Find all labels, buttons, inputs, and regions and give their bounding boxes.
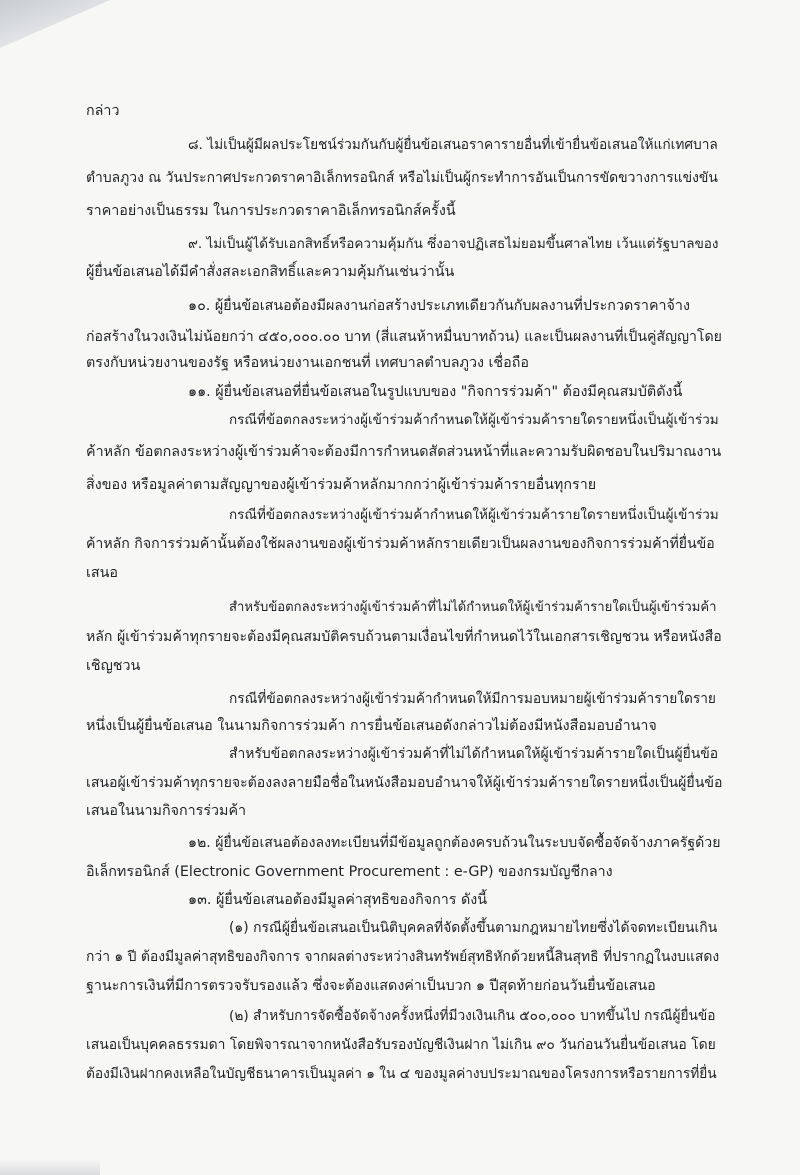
text-line: เสนอในนามกิจการร่วมค้า [86, 803, 247, 819]
text-line: กว่า ๑ ปี ต้องมีมูลค่าสุทธิของกิจการ จากผลต่างระหว่างสินทรัพย์สุทธิหักด้วยหนี้สินสุทธิ ที่ปรากฏในงบแสดง [86, 949, 720, 965]
text-line: กรณีที่ข้อตกลงระหว่างผู้เข้าร่วมค้ากำหนดให้ผู้เข้าร่วมค้ารายใดรายหนึ่งเป็นผู้เข้าร่วม [229, 507, 719, 523]
text-line: กล่าว [86, 103, 120, 119]
text-line: กรณีที่ข้อตกลงระหว่างผู้เข้าร่วมค้ากำหนดให้ผู้เข้าร่วมค้ารายใดรายหนึ่งเป็นผู้เข้าร่วม [229, 412, 719, 428]
text-line: ราคาอย่างเป็นธรรม ในการประกวดราคาอิเล็กทรอนิกส์ครั้งนี้ [86, 203, 456, 219]
text-line: สำหรับข้อตกลงระหว่างผู้เข้าร่วมค้าที่ไม่ได้กำหนดให้ผู้เข้าร่วมค้ารายใดเป็นผู้เข้าร่วมค้า [229, 600, 717, 615]
text-line: ฐานะการเงินที่มีการตรวจรับรองแล้ว ซึ่งจะต้องแสดงค่าเป็นบวก ๑ ปีสุดท้ายก่อนวันยื่นข้อเสนอ [86, 978, 656, 994]
item-11-line: ๑๑. ผู้ยื่นข้อเสนอที่ยื่นข้อเสนอในรูปแบบของ "กิจการร่วมค้า" ต้องมีคุณสมบัติดังนี้ [188, 384, 683, 400]
text-line: กรณีที่ข้อตกลงระหว่างผู้เข้าร่วมค้ากำหนดให้มีการมอบหมายผู้เข้าร่วมค้ารายใดราย [229, 691, 716, 707]
text-line: หนึ่งเป็นผู้ยื่นข้อเสนอ ในนามกิจการร่วมค้า การยื่นข้อเสนอดังกล่าวไม่ต้องมีหนังสือมอบอำนาจ [86, 718, 657, 734]
item-10-line: ๑๐. ผู้ยื่นข้อเสนอต้องมีผลงานก่อสร้างประเภทเดียวกันกับผลงานที่ประกวดราคาจ้าง [188, 298, 690, 314]
item-8-line: ๘. ไม่เป็นผู้มีผลประโยชน์ร่วมกันกับผู้ยื่นข้อเสนอราคารายอื่นที่เข้ายื่นข้อเสนอให้แก่เทศบาล [188, 137, 718, 153]
text-line: อิเล็กทรอนิกส์ (Electronic Government Procurement : e-GP) ของกรมบัญชีกลาง [86, 864, 613, 880]
text-line: ตรงกับหน่วยงานของรัฐ หรือหน่วยงานเอกชนที่ เทศบาลตำบลภูวง เชื่อถือ [86, 355, 529, 371]
text-line: ค้าหลัก ข้อตกลงระหว่างผู้เข้าร่วมค้าจะต้องมีการกำหนดสัดส่วนหน้าที่และความรับผิดชอบในปริมาณงาน [86, 444, 722, 460]
text-line: ต้องมีเงินฝากคงเหลือในบัญชีธนาคารเป็นมูลค่า ๑ ใน ๔ ของมูลค่างบประมาณของโครงการหรือรายการที่ยื่น [86, 1066, 717, 1082]
text-line: สิ่งของ หรือมูลค่าตามสัญญาของผู้เข้าร่วมค้าหลักมากกว่าผู้เข้าร่วมค้ารายอื่นทุกราย [86, 477, 597, 493]
item-13-line: ๑๓. ผู้ยื่นข้อเสนอต้องมีมูลค่าสุทธิของกิจการ ดังนี้ [188, 892, 488, 908]
text-line: เสนอผู้เข้าร่วมค้าทุกรายจะต้องลงลายมือชื่อในหนังสือมอบอำนาจให้ผู้เข้าร่วมค้ารายใดรายหนึ่งเป็นผู้ยื่นข้อ [86, 775, 723, 791]
text-line: ตำบลภูวง ณ วันประกาศประกวดราคาอิเล็กทรอนิกส์ หรือไม่เป็นผู้กระทำการอันเป็นการขัดขวางการแข่งขัน [86, 170, 718, 186]
text-line: หลัก ผู้เข้าร่วมค้าทุกรายจะต้องมีคุณสมบัติครบถ้วนตามเงื่อนไขที่กำหนดไว้ในเอกสารเชิญชวน หรือหนังสือ [86, 629, 722, 645]
text-line: (๒) สำหรับการจัดซื้อจัดจ้างครั้งหนึ่งที่มีวงเงินเกิน ๕๐๐,๐๐๐ บาทขึ้นไป กรณีผู้ยื่นข้อ [229, 1008, 716, 1024]
text-line: ผู้ยื่นข้อเสนอได้มีคำสั่งสละเอกสิทธิ์และความคุ้มกันเช่นว่านั้น [86, 264, 455, 280]
text-line: สำหรับข้อตกลงระหว่างผู้เข้าร่วมค้าที่ไม่ได้กำหนดให้ผู้เข้าร่วมค้ารายใดเป็นผู้ยื่นข้อ [229, 746, 719, 762]
item-9-line: ๙. ไม่เป็นผู้ได้รับเอกสิทธิ์หรือความคุ้มกัน ซึ่งอาจปฏิเสธไม่ยอมขึ้นศาลไทย เว้นแต่รัฐบาลของ [188, 236, 719, 252]
text-line: เสนอ [86, 565, 118, 581]
text-line: เสนอเป็นบุคคลธรรมดา โดยพิจารณาจากหนังสือรับรองบัญชีเงินฝาก ไม่เกิน ๙๐ วันก่อนวันยื่นข้อเสนอ โดย [86, 1037, 716, 1053]
text-line: เชิญชวน [86, 658, 141, 674]
text-line: ค้าหลัก กิจการร่วมค้านั้นต้องใช้ผลงานของผู้เข้าร่วมค้าหลักรายเดียวเป็นผลงานของกิจการร่วมค้าที่ยื่นข้อ [86, 536, 715, 552]
text-line: ก่อสร้างในวงเงินไม่น้อยกว่า ๔๕๐,๐๐๐.๐๐ บาท (สี่แสนห้าหมื่นบาทถ้วน) และเป็นผลงานที่เป็นคู่สัญญาโดย [86, 329, 722, 345]
text-line: (๑) กรณีผู้ยื่นข้อเสนอเป็นนิติบุคคลที่จัดตั้งขึ้นตามกฎหมายไทยซึ่งได้จดทะเบียนเกิน [229, 920, 718, 936]
item-12-line: ๑๒. ผู้ยื่นข้อเสนอต้องลงทะเบียนที่มีข้อมูลถูกต้องครบถ้วนในระบบจัดซื้อจัดจ้างภาครัฐด้วย [188, 835, 721, 851]
